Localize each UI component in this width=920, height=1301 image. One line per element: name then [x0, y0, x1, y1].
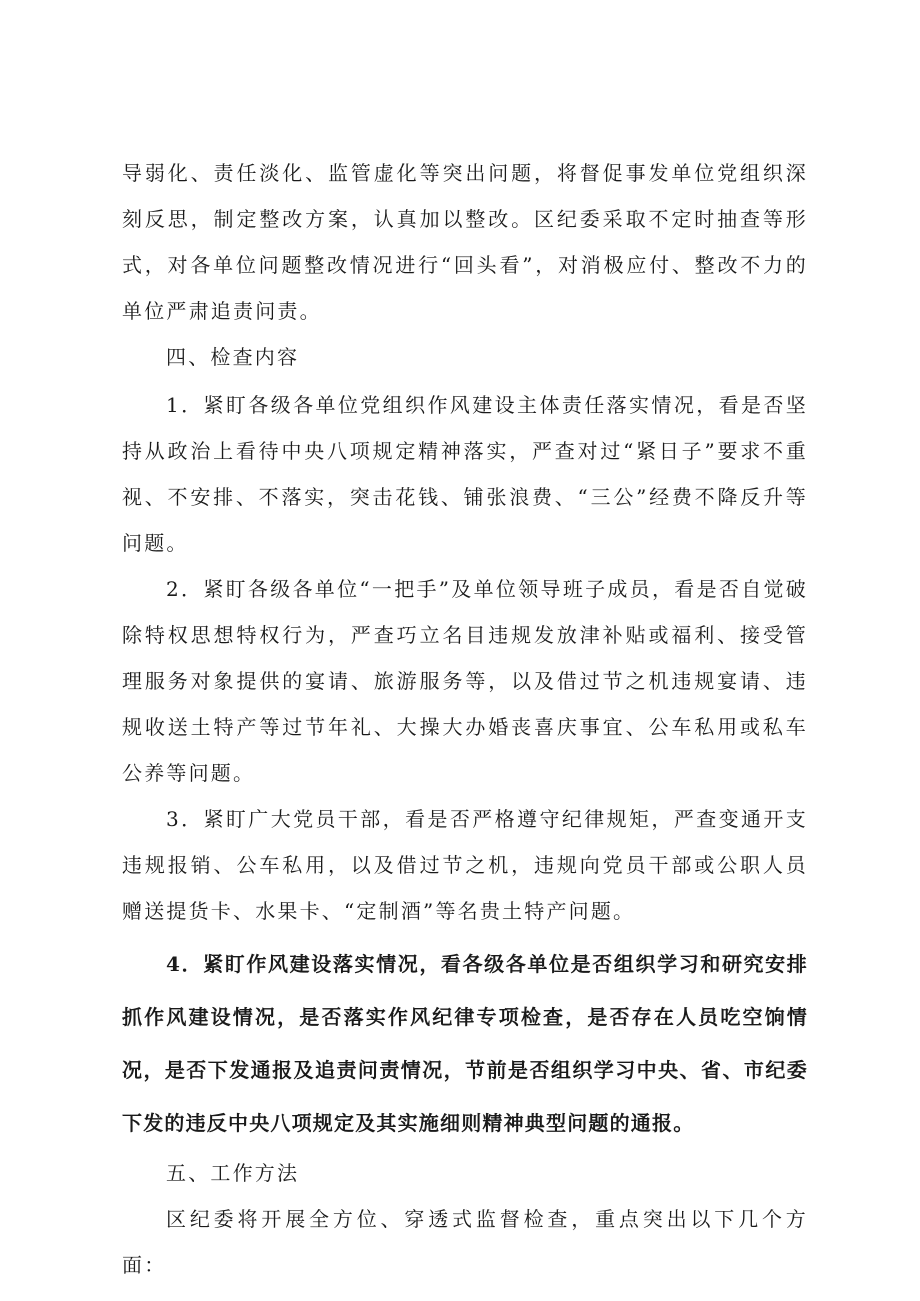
item-2-paragraph: 2．紧盯各级各单位“一把手”及单位领导班子成员，看是否自觉破除特权思想特权行为，严查巧立名目违规发放津补贴或福利、接受管理服务对象提供的宴请、旅游服务等，以及借过节之机违规宴请、违规收送土特产等过节年礼、大操大办婚丧喜庆事宜、公车私用或私车公养等问题。: [122, 577, 808, 785]
section-5-heading: 五、工作方法: [166, 1161, 300, 1185]
section-5-intro: 区纪委将开展全方位、穿透式监督检查，重点突出以下几个方面：: [122, 1207, 808, 1277]
item-1-paragraph: 1．紧盯各级各单位党组织作风建设主体责任落实情况，看是否坚持从政治上看待中央八项规定精神落实，严查对过“紧日子”要求不重视、不安排、不落实，突击花钱、铺张浪费、“三公”经费不降反升等问题。: [122, 393, 808, 555]
item-4-paragraph: 4．紧盯作风建设落实情况，看各级各单位是否组织学习和研究安排抓作风建设情况，是否落实作风纪律专项检查，是否存在人员吃空饷情况，是否下发通报及追责问责情况，节前是否组织学习中央、省、市纪委下发的违反中央八项规定及其实施细则精神典型问题的通报。: [122, 952, 808, 1135]
item-3-paragraph: 3．紧盯广大党员干部，看是否严格遵守纪律规矩，严查变通开支违规报销、公车私用，以及借过节之机，违规向党员干部或公职人员赠送提货卡、水果卡、“定制酒”等名贵土特产问题。: [122, 807, 808, 923]
document-page: [122, 150, 808, 1288]
section-4-heading: 四、检查内容: [166, 345, 300, 369]
continuation-paragraph: 导弱化、责任淡化、监管虚化等突出问题，将督促事发单位党组织深刻反思，制定整改方案，认真加以整改。区纪委采取不定时抽查等形式，对各单位问题整改情况进行“回头看”，对消极应付、整改不力的单位严肃追责问责。: [122, 161, 808, 323]
